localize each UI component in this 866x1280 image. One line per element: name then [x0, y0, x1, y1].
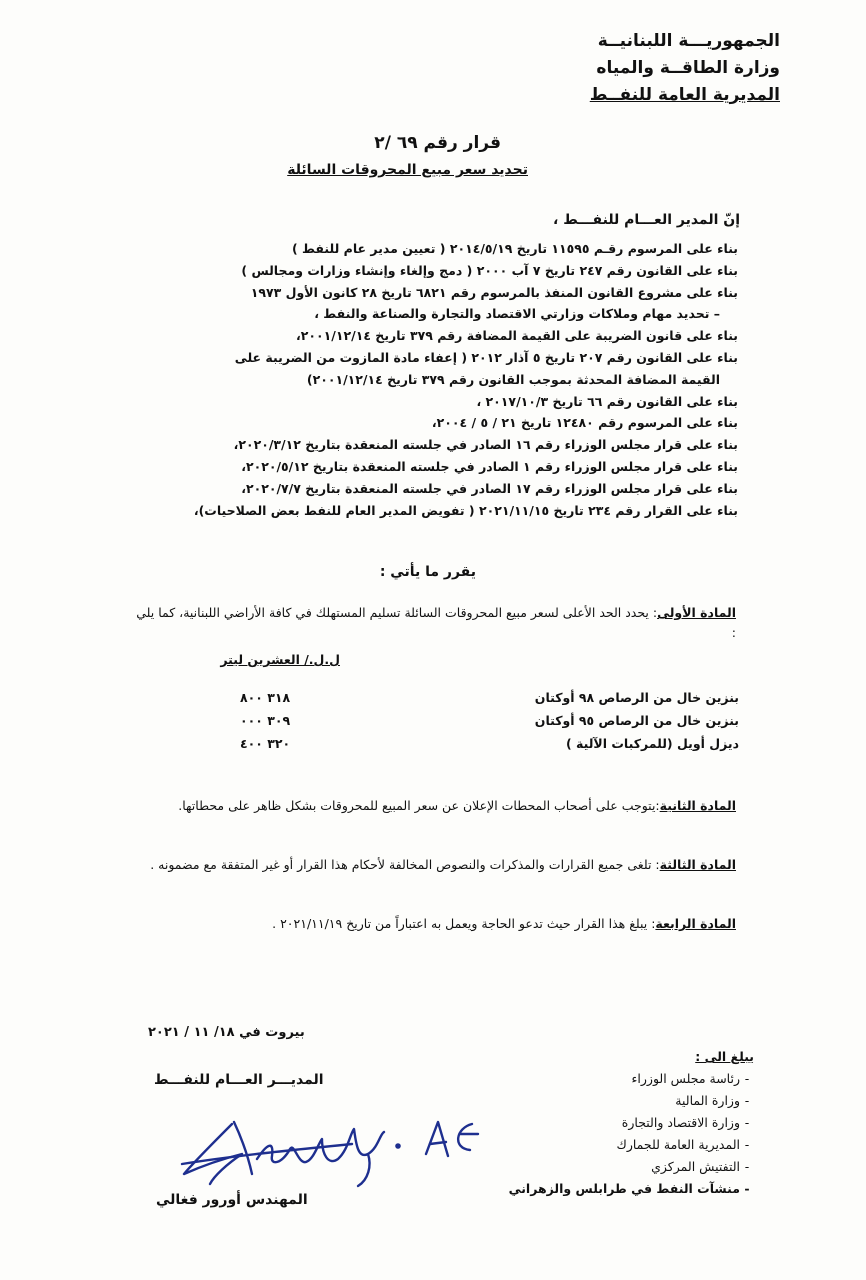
notify-item: -التفتيش المركزي — [651, 1159, 750, 1174]
handwritten-signature — [172, 1104, 502, 1194]
basis-item: – تحديد مهام وملاكات وزارتي الاقتصاد والتجارة والصناعة والنفط ، — [314, 306, 720, 322]
article-1-text: : يحدد الحد الأعلى لسعر مبيع المحروقات السائلة تسليم المستهلك في كافة الأراضي اللبنانية، كما يلي : — [136, 605, 736, 640]
price-row-product: بنزين خال من الرصاص ٩٥ أوكتان — [534, 713, 739, 728]
basis-item: القيمة المضافة المحدثة بموجب القانون رقم ٣٧٩ تاريخ ٢٠٠١/١٢/١٤) — [306, 371, 720, 387]
article-2-label: المادة الثانية — [659, 798, 736, 813]
price-row-value: ٣٢٠ ٤٠٠ — [240, 736, 291, 751]
notify-list — [509, 1046, 754, 1200]
basis-item: بناء على القرار رقم ٢٣٤ تاريخ ٢٠٢١/١١/١٥ ( تفويض المدير العام للنفط بعض الصلاحيات)، — [193, 502, 738, 518]
basis-list — [118, 238, 738, 521]
notify-item: -المديرية العامة للجمارك — [616, 1137, 750, 1152]
basis-item: بناء على المرسوم رقـم ١١٥٩٥ تاريخ ٢٠١٤/٥/١٩ ( تعيين مدير عام للنفط ) — [291, 241, 738, 256]
article-2 — [136, 796, 736, 816]
article-4 — [136, 914, 736, 934]
header-directorate: المديرية العامة للنفــط — [589, 85, 780, 105]
basis-item: بناء على القانون رقم ٦٦ تاريخ ٢٠١٧/١٠/٣ ، — [476, 393, 738, 409]
notify-item: -رئاسة مجلس الوزراء — [631, 1071, 750, 1086]
article-4-text: : يبلغ هذا القرار حيث تدعو الحاجة ويعمل به اعتباراً من تاريخ ٢٠٢١/١١/١٩ . — [272, 916, 656, 931]
place-date: بيروت في ١٨/ ١١ / ٢٠٢١ — [148, 1025, 305, 1040]
signature-name: المهندس أورور فغالي — [156, 1192, 308, 1208]
price-unit: ل.ل./ العشرين ليتر — [220, 652, 340, 667]
header-ministry: وزارة الطاقــة والمياه — [596, 58, 780, 78]
decision-title: قرار رقم ٦٩ /٢ — [374, 133, 501, 153]
basis-item: بناء على مشروع القانون المنفذ بالمرسوم رقم ٦٨٢١ تاريخ ٢٨ كانون الأول ١٩٧٣ — [250, 284, 738, 300]
basis-item: بناء على قرار مجلس الوزراء رقم ١ الصادر في جلسته المنعقدة بتاريخ ٢٠٢٠/٥/١٢، — [241, 458, 738, 474]
article-4-label: المادة الرابعة — [655, 916, 736, 931]
signature-role: المديـــر العـــام للنفـــط — [154, 1072, 324, 1088]
article-1 — [136, 603, 736, 643]
price-row-value: ٣١٨ ٨٠٠ — [240, 690, 291, 705]
basis-item: بناء على القانون رقم ٢٠٧ تاريخ ٥ آذار ٢٠١٢ ( إعفاء مادة المازوت من الضريبة على — [234, 349, 738, 365]
price-row-product: بنزين خال من الرصاص ٩٨ أوكتان — [534, 690, 739, 705]
notify-title: يبلغ الى : — [695, 1049, 754, 1064]
article-3-label: المادة الثالثة — [659, 857, 736, 872]
article-3-text: : تلغى جميع القرارات والمذكرات والنصوص المخالفة لأحكام هذا القرار أو غير المتفقة مع مضمونه . — [150, 857, 660, 872]
notify-item: -منشآت النفط في طرابلس والزهراني — [508, 1181, 750, 1196]
article-3 — [136, 855, 736, 875]
intro-line: إنّ المدير العـــام للنفـــط ، — [553, 212, 740, 228]
decides-heading: يقرر ما يأتي : — [379, 564, 476, 580]
notify-item: -وزارة المالية — [675, 1093, 750, 1108]
basis-item: بناء على المرسوم رقم ١٢٤٨٠ تاريخ ٢١ / ٥ / ٢٠٠٤، — [431, 415, 738, 431]
price-row-value: ٣٠٩ ٠٠٠ — [240, 713, 291, 728]
article-1-label: المادة الأولى — [657, 605, 736, 620]
basis-item: بناء على قرار مجلس الوزراء رقم ١٦ الصادر في جلسته المنعقدة بتاريخ ٢٠٢٠/٣/١٢، — [233, 437, 738, 453]
basis-item: بناء على قانون الضريبة على القيمة المضافة رقم ٣٧٩ تاريخ ٢٠٠١/١٢/١٤، — [296, 328, 738, 344]
header-republic: الجمهوريـــة اللبنانيــة — [597, 31, 780, 51]
price-row-product: ديزل أويل (للمركبات الآلية ) — [565, 736, 739, 751]
article-2-text: :يتوجب على أصحاب المحطات الإعلان عن سعر المبيع للمحروقات بشكل ظاهر على محطاتها. — [178, 798, 660, 813]
decision-subtitle: تحديد سعر مبيع المحروقات السائلة — [287, 162, 528, 178]
basis-item: بناء على قرار مجلس الوزراء رقم ١٧ الصادر في جلسته المنعقدة بتاريخ ٢٠٢٠/٧/٧، — [241, 480, 738, 496]
notify-item: -وزارة الاقتصاد والتجارة — [621, 1115, 750, 1130]
basis-item: بناء على القانون رقم ٢٤٧ تاريخ ٧ آب ٢٠٠٠ ( دمج وإلغاء وإنشاء وزارات ومجالس ) — [241, 262, 738, 278]
